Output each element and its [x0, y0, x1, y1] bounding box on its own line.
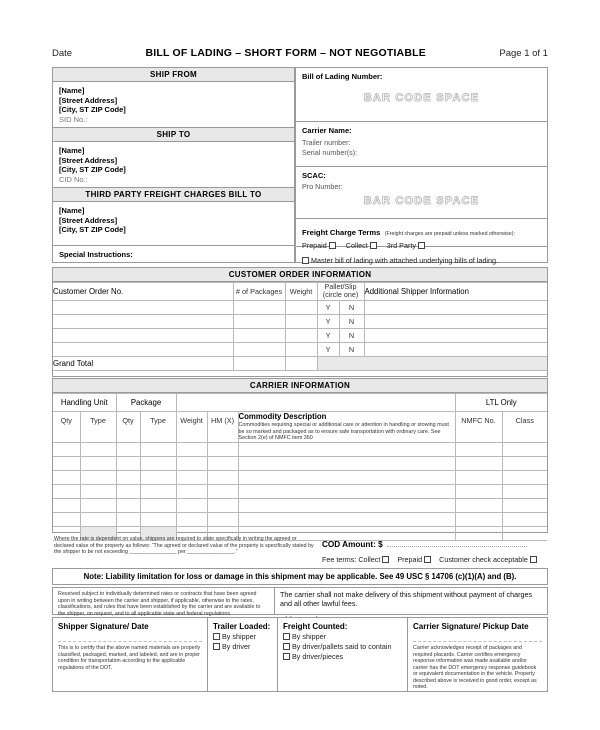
cell-hu-type[interactable]	[80, 484, 116, 498]
cod-block	[322, 534, 548, 565]
freight-terms-label: Freight Charge Terms	[302, 228, 381, 237]
cell-order-no[interactable]	[53, 301, 233, 315]
freight-counted-cell	[278, 618, 408, 691]
cod-amount-label: COD Amount: $	[322, 540, 383, 549]
table-row[interactable]	[53, 498, 547, 512]
cell-class[interactable]	[502, 456, 547, 470]
cell-hu-qty[interactable]	[53, 484, 80, 498]
commodity-description: Commodities requiring special or additional care or attention in handling or stowing must be so marked and packaged as to ensure safe transportation with ordinary care. See Section 2(e) of NMFC item 360	[238, 422, 449, 442]
cell-class[interactable]	[502, 442, 547, 456]
freight-charge-terms-cell	[296, 219, 547, 250]
col-carrier-weight: Weight	[176, 412, 207, 443]
signature-block	[52, 617, 548, 692]
cell-nmfc[interactable]	[455, 512, 502, 526]
cell-pallet-no[interactable]: N	[339, 301, 364, 315]
col-hu-type: Type	[80, 412, 116, 443]
trailer-shipper-checkbox-icon[interactable]	[213, 633, 220, 640]
col-pallet-slip	[317, 283, 364, 301]
cell-weight[interactable]	[285, 343, 317, 357]
cell-class[interactable]	[502, 498, 547, 512]
cell-hm[interactable]	[207, 456, 238, 470]
cell-nmfc[interactable]	[455, 442, 502, 456]
trailer-option-shipper[interactable]	[213, 632, 272, 642]
ship-to-street: [Street Address]	[59, 155, 118, 165]
customer-order-table	[53, 282, 547, 371]
table-row[interactable]	[53, 484, 547, 498]
third-party-street: [Street Address]	[59, 215, 118, 225]
page-number: Page 1 of 1	[499, 47, 548, 59]
trailer-shipper-label: By shipper	[222, 632, 256, 641]
cell-pkg-qty[interactable]	[116, 484, 140, 498]
carrier-ack-text: Carrier acknowledges receipt of packages and required placards. Carrier certifies emergency response information was made available and/or carrier has the DOT emergency response guidebook or equivalent documentation in the vehicle. Property described above is received in good order, except as noted.	[413, 645, 537, 690]
cell-additional-info[interactable]	[364, 329, 547, 343]
ship-to-cid: CID No.:	[59, 174, 88, 184]
group-handling-unit: Handling Unit	[53, 394, 116, 412]
cell-order-no[interactable]	[53, 343, 233, 357]
cell-hu-qty[interactable]	[53, 498, 80, 512]
freight-option-pallets[interactable]	[283, 642, 402, 652]
bol-number-cell	[296, 68, 547, 121]
col-nmfc-no: NMFC No.	[455, 412, 502, 443]
cell-weight[interactable]	[176, 470, 207, 484]
ship-to-address	[53, 142, 294, 187]
freight-pieces-checkbox-icon[interactable]	[283, 653, 290, 660]
col-pkg-type: Type	[140, 412, 176, 443]
group-spacer	[176, 394, 455, 412]
cell-packages[interactable]	[233, 329, 285, 343]
cell-hu-qty[interactable]	[53, 442, 80, 456]
third-party-address	[53, 202, 294, 245]
cell-pkg-type[interactable]	[140, 442, 176, 456]
cell-commodity[interactable]	[238, 442, 455, 456]
collect-label: Collect	[345, 241, 368, 250]
cell-hu-type[interactable]	[80, 498, 116, 512]
shipper-signature-line[interactable]	[58, 641, 202, 642]
cell-pallet-no[interactable]: N	[339, 315, 364, 329]
cell-pkg-type[interactable]	[140, 498, 176, 512]
cell-pallet-yes[interactable]: Y	[317, 315, 339, 329]
cell-pallet-no[interactable]: N	[339, 329, 364, 343]
carrier-information-band: CARRIER INFORMATION	[53, 379, 547, 393]
shipper-signature-cell	[53, 618, 208, 691]
ship-to-band: SHIP TO	[53, 127, 294, 142]
fee-terms-label: Fee terms:	[322, 555, 357, 564]
cod-prepaid-option[interactable]	[397, 555, 433, 564]
third-party-city: [City, ST ZIP Code]	[59, 225, 126, 234]
cell-nmfc[interactable]	[455, 456, 502, 470]
grand-total-packages[interactable]	[233, 357, 285, 371]
trailer-option-driver[interactable]	[213, 642, 272, 652]
carrier-delivery-text: The carrier shall not make delivery of this shipment without payment of charges and all other lawful fees.	[280, 590, 533, 608]
ship-parties-block	[52, 67, 295, 263]
cell-hu-type[interactable]	[80, 456, 116, 470]
master-bol-label: Master bill of lading with attached underlying bills of lading.	[311, 256, 498, 265]
cell-nmfc[interactable]	[455, 498, 502, 512]
received-note-cell	[53, 588, 275, 617]
group-ltl-only: LTL Only	[455, 394, 547, 412]
cod-prepaid-checkbox-icon[interactable]	[424, 556, 431, 563]
collect-checkbox-icon[interactable]	[370, 242, 377, 249]
cod-prepaid-label: Prepaid	[397, 555, 423, 564]
trailer-loaded-cell	[208, 618, 278, 691]
col-hu-qty: Qty	[53, 412, 80, 443]
carrier-group-header-row	[53, 394, 547, 412]
customer-order-band: CUSTOMER ORDER INFORMATION	[53, 268, 547, 282]
cell-weight[interactable]	[285, 329, 317, 343]
ship-to-city: [City, ST ZIP Code]	[59, 165, 126, 174]
freight-counted-title: Freight Counted:	[283, 622, 348, 631]
prepaid-checkbox-icon[interactable]	[329, 242, 336, 249]
trailer-number-label: Trailer number:	[302, 138, 351, 147]
freight-shipper-label: By shipper	[292, 632, 326, 641]
cell-pallet-no[interactable]: N	[339, 343, 364, 357]
grand-total-row	[53, 357, 547, 371]
col-weight: Weight	[285, 283, 317, 301]
grand-total-filler	[317, 357, 547, 371]
ship-from-city: [City, ST ZIP Code]	[59, 105, 126, 114]
carrier-signature-line[interactable]	[413, 641, 542, 642]
ship-from-name: [Name]	[59, 86, 85, 95]
carrier-information-table	[53, 393, 547, 541]
cell-commodity[interactable]	[238, 484, 455, 498]
cell-nmfc[interactable]	[455, 484, 502, 498]
col-hm: HM (X)	[207, 412, 238, 443]
table-row[interactable]	[53, 301, 547, 315]
carrier-name-label: Carrier Name:	[302, 126, 352, 135]
cell-pallet-yes[interactable]: Y	[317, 329, 339, 343]
trailer-driver-checkbox-icon[interactable]	[213, 643, 220, 650]
bol-carrier-block	[295, 67, 548, 263]
serial-number-label: Serial number(s):	[302, 147, 358, 157]
cell-nmfc[interactable]	[455, 470, 502, 484]
group-package: Package	[116, 394, 176, 412]
grand-total-label: Grand Total	[53, 357, 233, 371]
cell-hu-qty[interactable]	[53, 456, 80, 470]
shipper-signature-title: Shipper Signature/ Date	[58, 622, 149, 631]
customer-order-header-row	[53, 283, 547, 301]
master-bol-cell[interactable]	[296, 247, 547, 264]
cell-pkg-qty[interactable]	[116, 442, 140, 456]
col-packages: # of Packages	[233, 283, 285, 301]
received-note-text: Received subject to individually determined rates or contracts that have been agreed upon in writing between the carrier and shipper, if applicable, otherwise to the rates, classifications, and rules that have been established by the carrier and are available to the shipper, on request, and to all applicable state and federal regulations.	[58, 591, 261, 617]
cell-packages[interactable]	[233, 301, 285, 315]
cell-hu-type[interactable]	[80, 470, 116, 484]
cell-pkg-qty[interactable]	[116, 456, 140, 470]
col-additional-shipper-info: Additional Shipper Information	[364, 283, 547, 301]
carrier-column-header-row	[53, 412, 547, 443]
carrier-information-section	[52, 378, 548, 533]
table-row[interactable]	[53, 343, 547, 357]
ship-from-street: [Street Address]	[59, 95, 118, 105]
table-row[interactable]	[53, 442, 547, 456]
table-row[interactable]	[53, 456, 547, 470]
third-party-band: THIRD PARTY FREIGHT CHARGES BILL TO	[53, 187, 294, 202]
cell-pkg-type[interactable]	[140, 512, 176, 526]
col-customer-order-no: Customer Order No.	[53, 283, 233, 301]
scac-label: SCAC:	[302, 171, 326, 180]
carrier-delivery-cell	[275, 588, 547, 614]
third-party-option[interactable]	[387, 241, 427, 250]
liability-note-text: Note: Liability limitation for loss or damage in this shipment may be applicable. See 49 USC § 14706 (c)(1)(A) and (B).	[83, 572, 517, 581]
table-row[interactable]	[53, 512, 547, 526]
cell-pkg-qty[interactable]	[116, 470, 140, 484]
freight-pallets-label: By driver/pallets said to contain	[292, 642, 392, 651]
rate-dependent-note: Where the rate is dependent on value, shippers are required to state specifically in writing the agreed or declared value of the property as follows: “The agreed or declared value of the property is specifically stated by the shipper to be not exceeding ________________ per ________________.”	[54, 536, 314, 555]
cell-hm[interactable]	[207, 484, 238, 498]
freight-option-shipper[interactable]	[283, 632, 402, 642]
freight-terms-note: (Freight charges are prepaid unless marked otherwise):	[384, 231, 515, 237]
ship-to-name: [Name]	[59, 146, 85, 155]
cell-pkg-type[interactable]	[140, 470, 176, 484]
col-commodity-description	[238, 412, 455, 443]
liability-note-box	[52, 568, 548, 585]
bol-number-label: Bill of Lading Number:	[302, 72, 383, 81]
special-instructions-label: Special Instructions:	[59, 250, 133, 259]
cell-pallet-yes[interactable]: Y	[317, 343, 339, 357]
ship-from-band: SHIP FROM	[53, 68, 294, 82]
cell-class[interactable]	[502, 470, 547, 484]
cell-hu-qty[interactable]	[53, 512, 80, 526]
cod-collect-label: Collect	[358, 555, 381, 564]
grand-total-weight[interactable]	[285, 357, 317, 371]
table-row[interactable]	[53, 315, 547, 329]
cell-commodity[interactable]	[238, 456, 455, 470]
third-party-checkbox-icon[interactable]	[418, 242, 425, 249]
freight-pallets-checkbox-icon[interactable]	[283, 643, 290, 650]
customer-check-label: Customer check acceptable	[439, 555, 528, 564]
cell-pkg-qty[interactable]	[116, 512, 140, 526]
cell-hu-type[interactable]	[80, 512, 116, 526]
cell-packages[interactable]	[233, 343, 285, 357]
table-row[interactable]	[53, 329, 547, 343]
cell-weight[interactable]	[176, 512, 207, 526]
cod-amount-field[interactable]	[387, 541, 527, 547]
cell-weight[interactable]	[285, 315, 317, 329]
cell-additional-info[interactable]	[364, 315, 547, 329]
pallet-slip-line2: (circle one)	[322, 290, 359, 300]
cell-class[interactable]	[502, 512, 547, 526]
scac-barcode-space: BAR CODE SPACE	[363, 194, 480, 207]
cell-commodity[interactable]	[238, 498, 455, 512]
cell-hm[interactable]	[207, 470, 238, 484]
bol-barcode-space: BAR CODE SPACE	[363, 92, 480, 104]
cell-hm[interactable]	[207, 442, 238, 456]
carrier-signature-title: Carrier Signature/ Pickup Date	[413, 622, 529, 631]
received-delivery-box	[52, 587, 548, 615]
cell-packages[interactable]	[233, 315, 285, 329]
scac-cell	[296, 167, 547, 218]
cell-hu-type[interactable]	[80, 442, 116, 456]
trailer-loaded-title: Trailer Loaded:	[213, 622, 271, 631]
date-label: Date	[52, 47, 73, 59]
cell-pkg-type[interactable]	[140, 484, 176, 498]
cell-hm[interactable]	[207, 498, 238, 512]
ship-from-sid: SID No.:	[59, 114, 88, 124]
cell-pkg-type[interactable]	[140, 456, 176, 470]
customer-check-option[interactable]	[439, 555, 539, 564]
collect-option[interactable]	[346, 241, 379, 250]
ship-from-address	[53, 82, 294, 127]
commodity-title: Commodity Description	[238, 412, 327, 421]
pro-number-label: Pro Number:	[302, 182, 343, 191]
cell-order-no[interactable]	[53, 315, 233, 329]
prepaid-label: Prepaid	[302, 241, 327, 250]
freight-option-pieces[interactable]	[283, 652, 402, 662]
third-party-name: [Name]	[59, 206, 85, 215]
page-title: BILL OF LADING – SHORT FORM – NOT NEGOTIABLE	[145, 47, 426, 59]
table-row[interactable]	[53, 470, 547, 484]
cell-class[interactable]	[502, 484, 547, 498]
cell-additional-info[interactable]	[364, 343, 547, 357]
customer-check-checkbox-icon[interactable]	[530, 556, 537, 563]
pallet-slip-line1: Pallet/Slip	[324, 282, 357, 291]
col-pkg-qty: Qty	[116, 412, 140, 443]
cell-weight[interactable]	[176, 456, 207, 470]
col-class: Class	[502, 412, 547, 443]
cell-hm[interactable]	[207, 512, 238, 526]
freight-shipper-checkbox-icon[interactable]	[283, 633, 290, 640]
cell-order-no[interactable]	[53, 329, 233, 343]
cell-weight[interactable]	[285, 301, 317, 315]
cell-weight[interactable]	[176, 442, 207, 456]
carrier-signature-cell	[408, 618, 547, 691]
customer-order-section	[52, 267, 548, 377]
cell-hu-qty[interactable]	[53, 470, 80, 484]
cod-collect-option[interactable]	[358, 555, 391, 564]
cell-commodity[interactable]	[238, 470, 455, 484]
cell-weight[interactable]	[176, 498, 207, 512]
freight-pieces-label: By driver/pieces	[292, 652, 344, 661]
cell-commodity[interactable]	[238, 512, 455, 526]
cell-additional-info[interactable]	[364, 301, 547, 315]
prepaid-option[interactable]	[302, 241, 338, 250]
carrier-name-cell	[296, 122, 547, 166]
cell-pallet-yes[interactable]: Y	[317, 301, 339, 315]
shipper-certify-text: This is to certify that the above named materials are properly classified, packaged, marked, and labeled, and are in proper condition for transportation according to the applicable regulations of the DOT.	[58, 645, 201, 671]
cod-collect-checkbox-icon[interactable]	[382, 556, 389, 563]
cell-weight[interactable]	[176, 484, 207, 498]
page-header	[52, 44, 548, 62]
third-party-terms-label: 3rd Party	[386, 241, 416, 250]
cell-pkg-qty[interactable]	[116, 498, 140, 512]
master-bol-checkbox-icon[interactable]	[302, 257, 309, 264]
rate-cod-row	[52, 534, 548, 566]
trailer-driver-label: By driver	[222, 642, 251, 651]
